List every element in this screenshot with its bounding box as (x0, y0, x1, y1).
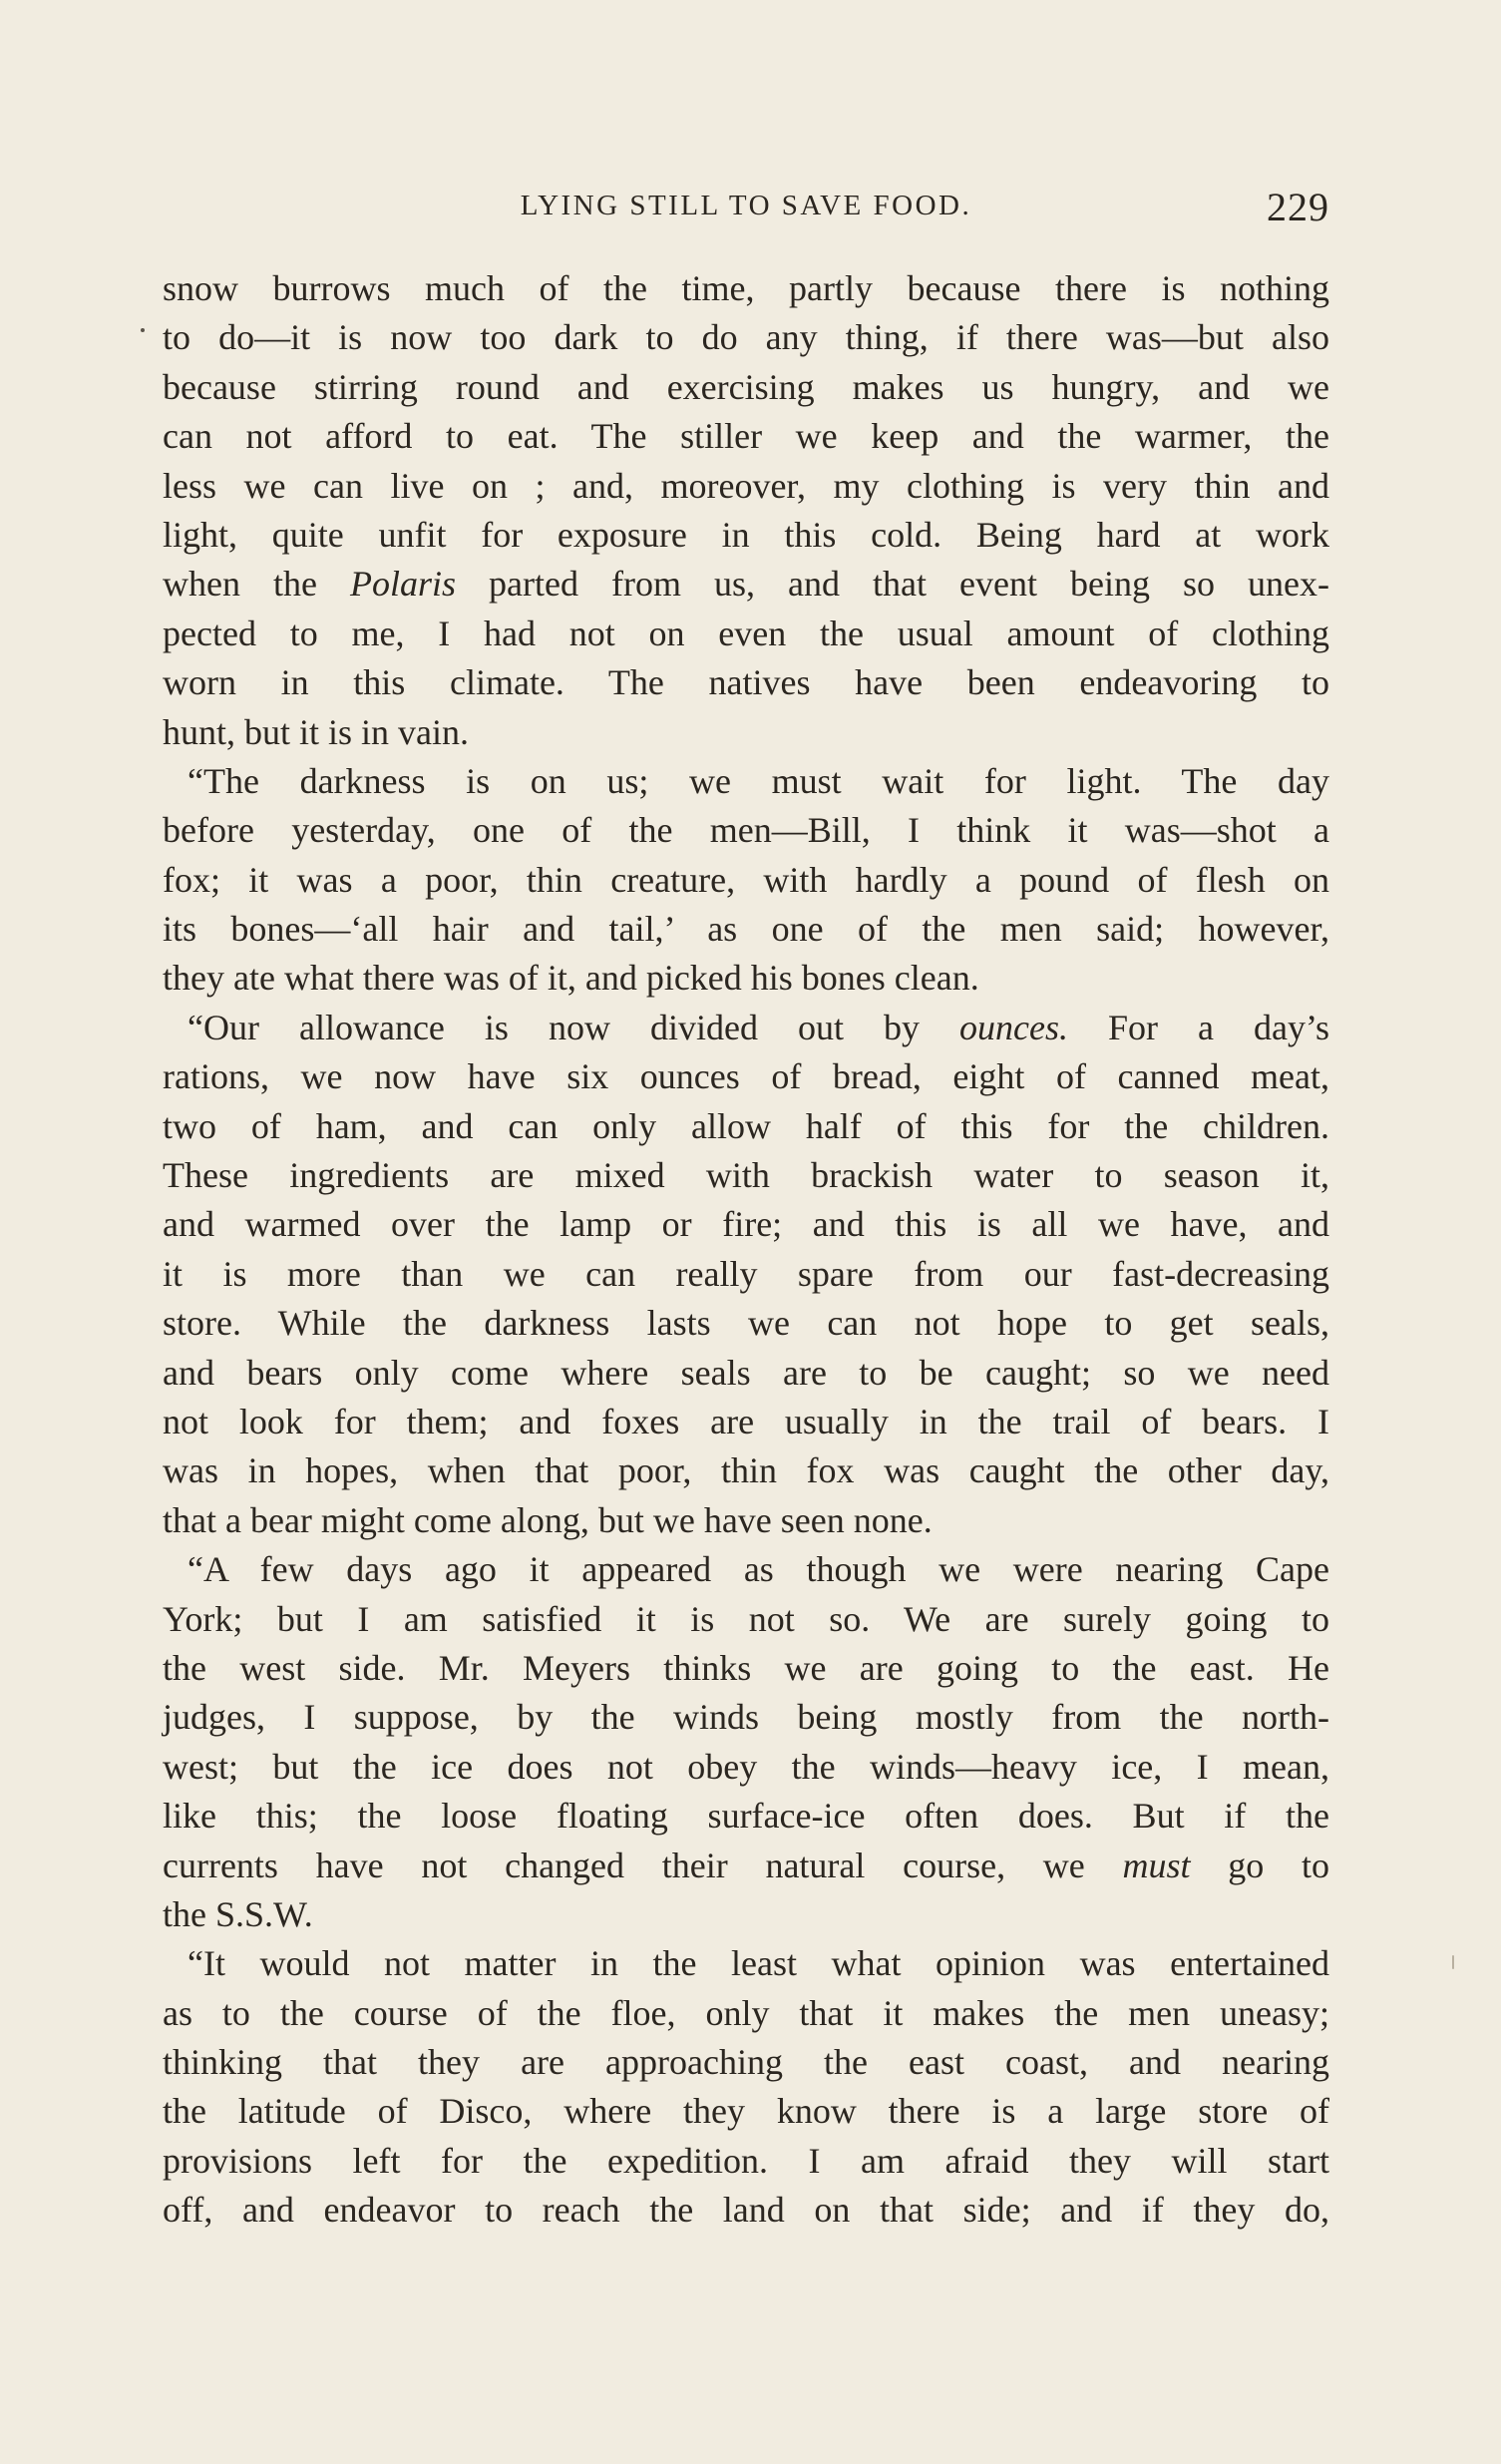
text-line: not look for them; and foxes are usually in the trail of bears. I (163, 1401, 1329, 1441)
text-line: was in hopes, when that poor, thin fox was caught the other day, (163, 1450, 1329, 1491)
margin-mark (1452, 1955, 1454, 1969)
text-line: they ate what there was of it, and picked his bones clean. (163, 958, 979, 999)
text-line: as to the course of the floe, only that it makes the men uneasy; (163, 1992, 1329, 2033)
text-line: light, quite unfit for exposure in this cold. Being hard at work (163, 514, 1329, 555)
text-line: less we can live on ; and, moreover, my clothing is very thin and (163, 465, 1329, 506)
margin-mark (141, 328, 145, 332)
text-line: These ingredients are mixed with brackish water to season it, (163, 1155, 1329, 1196)
text-line: when the Polaris parted from us, and that event being so unex- (163, 564, 1329, 605)
text-line: its bones—‘all hair and tail,’ as one of the men said; however, (163, 909, 1329, 950)
text-line: and bears only come where seals are to be caught; so we need (163, 1352, 1329, 1393)
text-line: York; but I am satisfied it is not so. We are surely going to (163, 1598, 1329, 1639)
paragraph-start-line: “It would not matter in the least what opinion was entertained (188, 1943, 1329, 1984)
text-line: snow burrows much of the time, partly because there is nothing (163, 268, 1329, 308)
page-number: 229 (1267, 185, 1329, 229)
text-line: before yesterday, one of the men—Bill, I think it was—shot a (163, 810, 1329, 851)
running-head (163, 184, 1329, 233)
paragraph-start-line: “A few days ago it appeared as though we were nearing Cape (188, 1549, 1329, 1590)
text-line: two of ham, and can only allow half of this for the children. (163, 1105, 1329, 1146)
text-line: it is more than we can really spare from our fast-decreasing (163, 1253, 1329, 1294)
text-line: judges, I suppose, by the winds being mostly from the north- (163, 1697, 1329, 1738)
body-text (163, 264, 1329, 2236)
text-line: because stirring round and exercising makes us hungry, and we (163, 366, 1329, 407)
text-line: hunt, but it is in vain. (163, 711, 470, 752)
text-line: pected to me, I had not on even the usual amount of clothing (163, 613, 1329, 653)
text-line: thinking that they are approaching the east coast, and nearing (163, 2042, 1329, 2083)
text-line: and warmed over the lamp or fire; and this is all we have, and (163, 1204, 1329, 1245)
text-line: like this; the loose floating surface-ice often does. But if the (163, 1796, 1329, 1837)
text-line: that a bear might come along, but we have seen none. (163, 1499, 933, 1540)
running-title: LYING STILL TO SAVE FOOD. (520, 190, 972, 221)
text-line: the west side. Mr. Meyers thinks we are going to the east. He (163, 1647, 1329, 1688)
text-line: the latitude of Disco, where they know there is a large store of (163, 2091, 1329, 2132)
text-line: rations, we now have six ounces of bread, eight of canned meat, (163, 1056, 1329, 1097)
text-line: to do—it is now too dark to do any thing, if there was—but also (163, 317, 1329, 358)
emphasis-italic: must (1122, 1845, 1191, 1885)
text-line: provisions left for the expedition. I am afraid they will start (163, 2140, 1329, 2181)
text-line: off, and endeavor to reach the land on that side; and if they do, (163, 2190, 1329, 2231)
emphasis-italic: ounces. (959, 1007, 1068, 1047)
text-line: can not afford to eat. The stiller we keep and the warmer, the (163, 416, 1329, 457)
text-line: store. While the darkness lasts we can not hope to get seals, (163, 1303, 1329, 1344)
text-line: west; but the ice does not obey the winds—heavy ice, I mean, (163, 1746, 1329, 1787)
paragraph-start-line: “The darkness is on us; we must wait for light. The day (188, 760, 1329, 801)
text-line: worn in this climate. The natives have been endeavoring to (163, 662, 1329, 703)
text-line: currents have not changed their natural course, we must go to (163, 1845, 1329, 1885)
paragraph-start-line: “Our allowance is now divided out by ounces. For a day’s (188, 1007, 1329, 1047)
text-line: fox; it was a poor, thin creature, with hardly a pound of flesh on (163, 859, 1329, 900)
text-line: the S.S.W. (163, 1893, 313, 1934)
ship-name-italic: Polaris (350, 564, 457, 605)
